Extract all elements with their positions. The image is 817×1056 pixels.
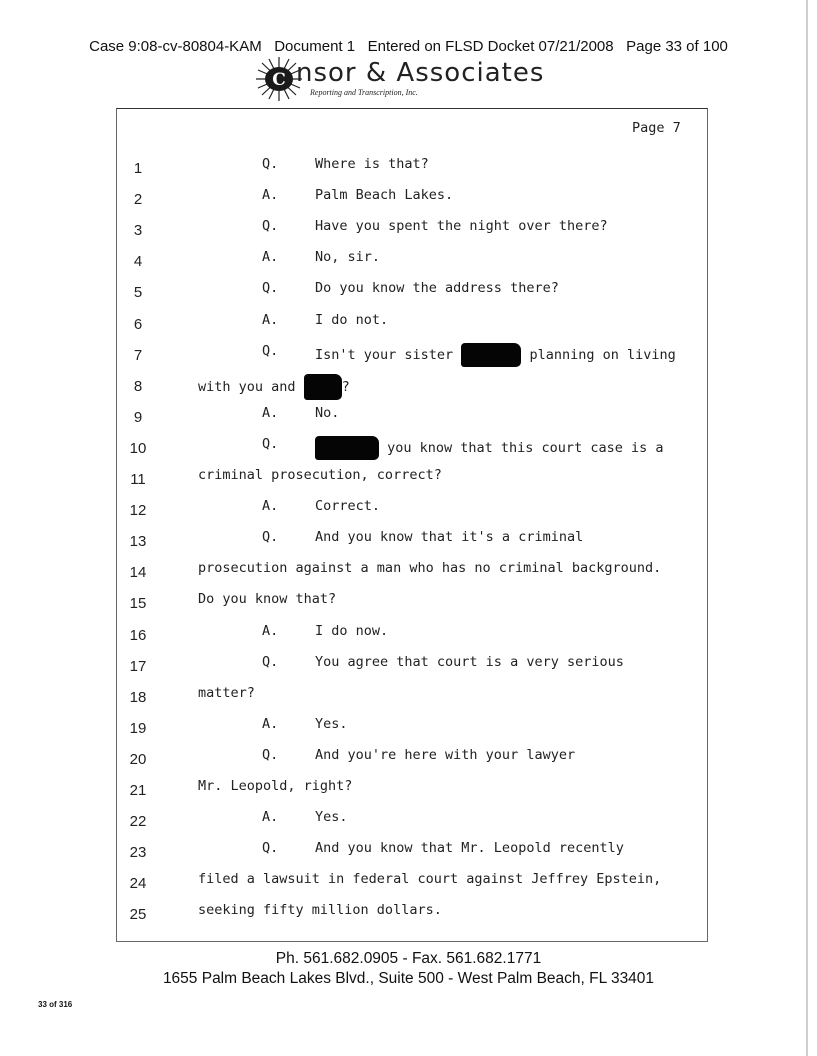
speaker-label: A. xyxy=(262,311,279,328)
line-number: 2 xyxy=(133,191,143,209)
testimony-text: Correct. xyxy=(315,498,381,515)
testimony-text-part: with you and xyxy=(198,378,304,395)
transcript-line xyxy=(0,370,817,401)
speaker-label: A. xyxy=(262,187,279,204)
transcript-line xyxy=(0,401,817,432)
case-number: Case 9:08-cv-80804-KAM xyxy=(89,38,262,55)
speaker-label: Q. xyxy=(262,653,279,670)
line-number: 5 xyxy=(133,284,143,302)
testimony-text: You agree that court is a very serious xyxy=(315,653,624,670)
line-number: 4 xyxy=(133,253,143,271)
testimony-text-part: ? xyxy=(341,378,350,395)
testimony-text: I do now. xyxy=(315,622,389,639)
speaker-label: A. xyxy=(262,249,279,266)
transcript-line xyxy=(0,276,817,307)
line-number: 8 xyxy=(133,377,143,395)
testimony-text-part: Isn't your sister xyxy=(315,346,462,363)
line-number: 7 xyxy=(133,346,143,364)
speaker-label: Q. xyxy=(262,156,279,172)
testimony-text: prosecution against a man who has no criminal background. xyxy=(198,560,662,577)
speaker-label: A. xyxy=(262,809,279,826)
testimony-text: No, sir. xyxy=(315,249,381,266)
line-number: 3 xyxy=(133,222,143,240)
transcript-line xyxy=(0,432,817,463)
transcript-line xyxy=(0,650,817,681)
speaker-label: Q. xyxy=(262,840,279,857)
logo-company-name: nsor & Associates xyxy=(296,58,545,88)
footer-address: 1655 Palm Beach Lakes Blvd., Suite 500 - West Palm Beach, FL 33401 xyxy=(162,970,655,987)
line-number: 6 xyxy=(133,315,143,333)
testimony-text: seeking fifty million dollars. xyxy=(198,902,442,919)
line-number: 11 xyxy=(130,471,146,488)
testimony-text: And you know that Mr. Leopold recently xyxy=(315,840,624,857)
transcript-line xyxy=(0,619,817,650)
testimony-text: Mr. Leopold, right? xyxy=(198,778,353,794)
speaker-label: Q. xyxy=(262,342,279,359)
transcript-line xyxy=(0,183,817,214)
transcript-line xyxy=(0,774,817,805)
testimony-text: matter? xyxy=(198,684,255,701)
speaker-label: Q. xyxy=(262,280,279,297)
speaker-label: Q. xyxy=(262,746,279,763)
transcript-line xyxy=(0,712,817,743)
speaker-label: Q. xyxy=(262,435,279,452)
testimony-text: Yes. xyxy=(315,715,348,732)
line-number: 12 xyxy=(129,502,147,520)
transcript-page-label: Page 7 xyxy=(632,120,681,136)
logo-tagline: Reporting and Transcription, Inc. xyxy=(310,88,418,97)
line-number: 10 xyxy=(129,439,147,457)
svg-text:C: C xyxy=(272,70,286,90)
transcript-line xyxy=(0,898,817,929)
transcript-line xyxy=(0,152,817,183)
line-number: 25 xyxy=(129,906,147,924)
line-number: 21 xyxy=(129,782,147,799)
redaction-box xyxy=(304,374,342,400)
testimony-text: filed a lawsuit in federal court against Jeffrey Epstein, xyxy=(198,871,662,888)
transcript-line xyxy=(0,525,817,556)
bates-count: 33 of 316 xyxy=(38,1000,73,1009)
reporter-logo xyxy=(252,56,552,104)
testimony-text: criminal prosecution, correct? xyxy=(198,467,442,483)
testimony-text: Do you know the address there? xyxy=(315,280,559,297)
footer-contact: Ph. 561.682.0905 - Fax. 561.682.1771 xyxy=(275,950,542,967)
redaction-box xyxy=(461,343,521,367)
line-number: 18 xyxy=(129,688,147,706)
testimony-text-part: planning on living xyxy=(521,346,676,363)
line-number: 1 xyxy=(133,160,143,177)
testimony-text: No. xyxy=(315,404,340,421)
line-number: 19 xyxy=(129,719,147,737)
testimony-text: And you're here with your lawyer xyxy=(315,746,576,763)
transcript-line xyxy=(0,587,817,618)
transcript-line xyxy=(0,556,817,587)
speaker-label: A. xyxy=(262,498,279,515)
speaker-label: A. xyxy=(262,622,279,639)
transcript-line xyxy=(0,805,817,836)
line-number: 24 xyxy=(129,875,147,893)
transcript-line xyxy=(0,245,817,276)
speaker-label: A. xyxy=(262,715,279,732)
testimony-text: I do not. xyxy=(315,311,389,328)
speaker-label: Q. xyxy=(262,218,279,235)
transcript-line xyxy=(0,308,817,339)
testimony-text: Have you spent the night over there? xyxy=(315,218,608,235)
testimony-text xyxy=(198,374,350,400)
redaction-box xyxy=(315,436,379,460)
testimony-text-part: you know that this court case is a xyxy=(379,439,664,456)
transcript-line xyxy=(0,214,817,245)
testimony-text xyxy=(315,343,676,367)
testimony-text: And you know that it's a criminal xyxy=(315,529,584,546)
transcript-line xyxy=(0,681,817,712)
line-number: 15 xyxy=(129,595,147,613)
line-number: 14 xyxy=(129,564,147,582)
transcript-line xyxy=(0,463,817,494)
transcript-line xyxy=(0,743,817,774)
docket-page-number: Page 33 of 100 xyxy=(626,38,728,55)
speaker-label: Q. xyxy=(262,529,279,546)
line-number: 9 xyxy=(133,408,143,426)
docket-entry-date: Entered on FLSD Docket 07/21/2008 xyxy=(367,38,614,55)
line-number: 20 xyxy=(129,750,147,768)
document-number: Document 1 xyxy=(274,38,356,55)
line-number: 23 xyxy=(129,844,147,862)
testimony-text xyxy=(315,436,663,460)
line-number: 22 xyxy=(129,813,147,831)
testimony-text: Where is that? xyxy=(315,156,429,172)
testimony-text: Do you know that? xyxy=(198,591,337,608)
docket-header xyxy=(0,38,817,55)
transcript-line xyxy=(0,339,817,370)
line-number: 17 xyxy=(129,657,147,675)
testimony-text: Yes. xyxy=(315,809,348,826)
line-number: 13 xyxy=(129,533,147,551)
transcript-line xyxy=(0,836,817,867)
speaker-label: A. xyxy=(262,404,279,421)
transcript-line xyxy=(0,494,817,525)
transcript-line xyxy=(0,867,817,898)
line-number: 16 xyxy=(129,626,147,644)
testimony-text: Palm Beach Lakes. xyxy=(315,187,454,204)
